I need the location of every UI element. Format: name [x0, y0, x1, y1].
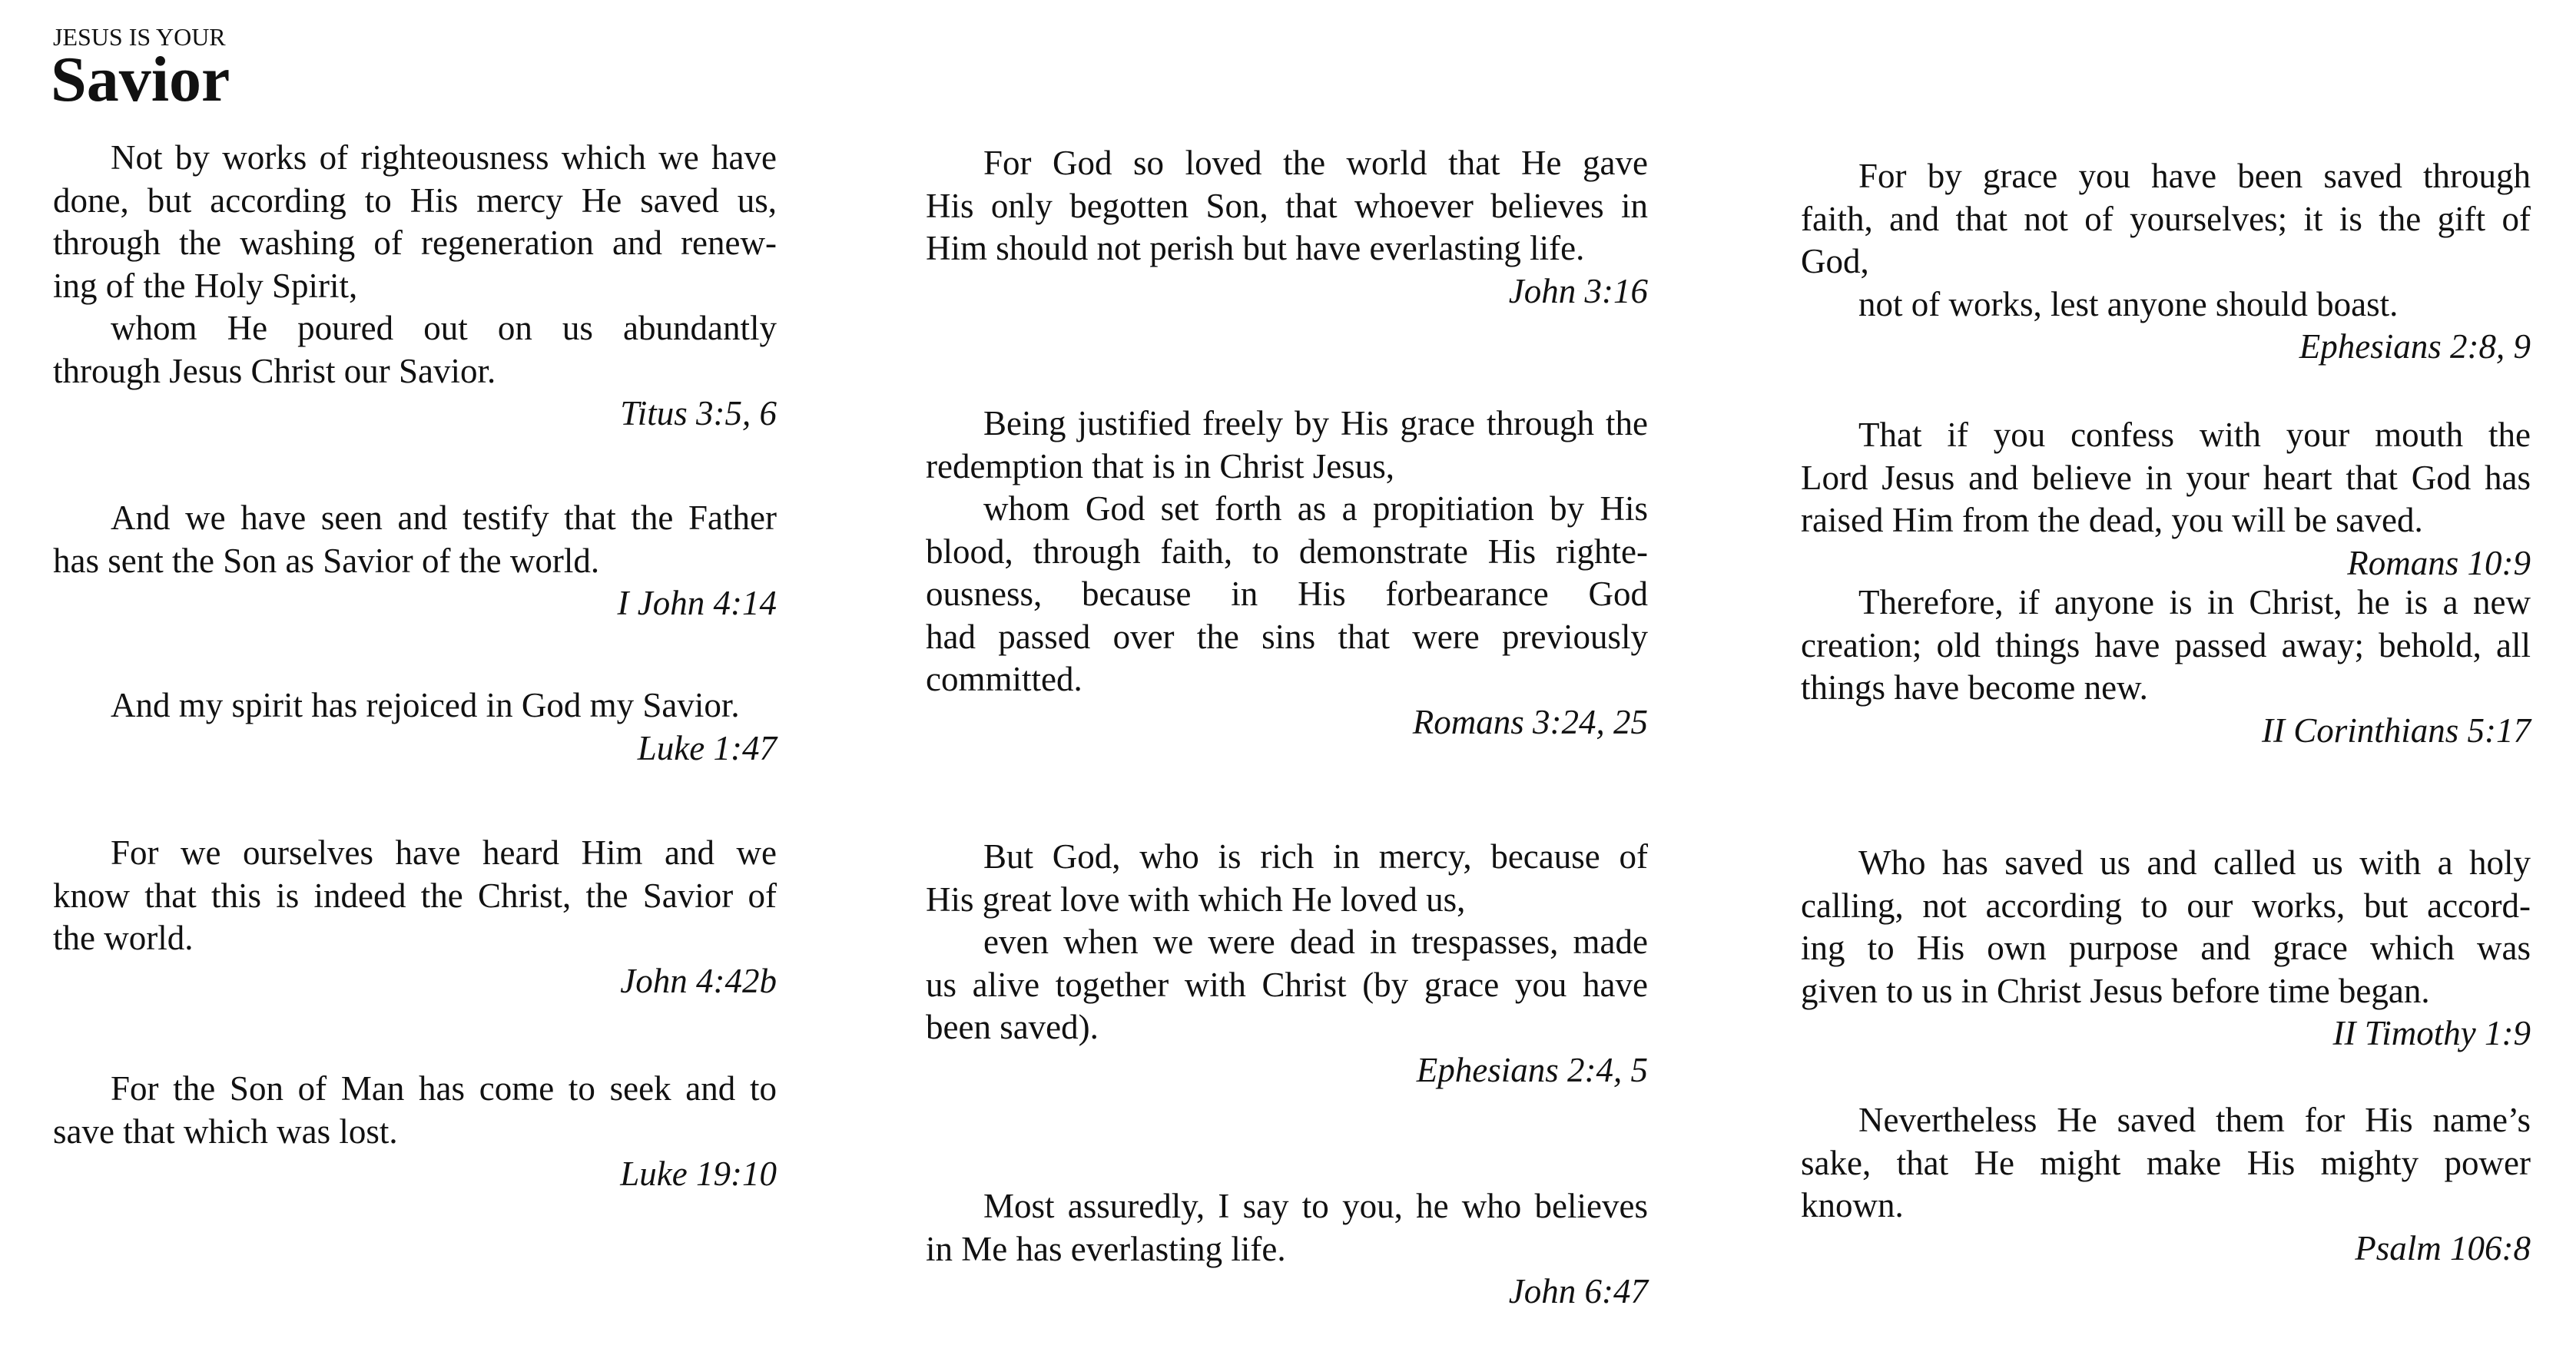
verse-block: [1801, 155, 2531, 369]
verse-line: redemption that is in Christ Jesus,: [926, 446, 1394, 485]
verse-block: [1801, 842, 2531, 1055]
verse-block: [926, 142, 1648, 313]
verse-line: sake, that He might make His mighty power: [1801, 1143, 2531, 1182]
verse-reference: Ephesians 2:8, 9: [2299, 327, 2531, 366]
verse-line: His great love with which He loved us,: [926, 880, 1466, 919]
verse-line: For by grace you have been saved through: [1858, 157, 2531, 195]
verse-line: us alive together with Christ (by grace you have: [926, 965, 1648, 1004]
verse-line: creation; old things have passed away; behold, all: [1801, 625, 2531, 664]
verse-line: Who has saved us and called us with a holy: [1858, 843, 2531, 882]
verse-line: Not by works of righteousness which we have: [111, 138, 777, 177]
verse-reference: Romans 10:9: [2347, 543, 2531, 582]
verse-line: been saved).: [926, 1008, 1099, 1046]
verse-line: raised Him from the dead, you will be saved.: [1801, 501, 2423, 539]
verse-line: And we have seen and testify that the Father: [111, 499, 777, 537]
verse-line: in Me has everlasting life.: [926, 1229, 1286, 1268]
verse-block: [1801, 1099, 2531, 1270]
verse-line: whom He poured out on us abundantly: [111, 309, 777, 347]
verse-reference: Titus 3:5, 6: [620, 394, 777, 432]
verse-line: ousness, because in His forbearance God: [926, 575, 1648, 613]
verse-reference: Ephesians 2:4, 5: [1416, 1050, 1648, 1089]
verse-line: For the Son of Man has come to seek and to: [111, 1069, 777, 1108]
verse-line: the world.: [53, 919, 194, 957]
verse-line: And my spirit has rejoiced in God my Savior.: [111, 686, 740, 724]
verse-block: [53, 137, 777, 436]
page-title: Savior: [51, 44, 230, 115]
verse-line: Him should not perish but have everlasting life.: [926, 229, 1585, 267]
verse-line: not of works, lest anyone should boast.: [1858, 284, 2399, 323]
verse-line: had passed over the sins that were previously: [926, 617, 1648, 656]
verse-reference: Luke 1:47: [637, 728, 777, 767]
verse-line: faith, and that not of yourselves; it is the gift of: [1801, 199, 2531, 238]
verse-line: through the washing of regeneration and renew-: [53, 224, 777, 262]
verse-line: things have become new.: [1801, 668, 2148, 707]
verse-reference: Psalm 106:8: [2355, 1228, 2531, 1267]
verse-line: His only begotten Son, that whoever believes in: [926, 186, 1648, 225]
verse-line: For we ourselves have heard Him and we: [111, 833, 777, 872]
verse-line: For God so loved the world that He gave: [983, 144, 1648, 182]
verse-line: blood, through faith, to demonstrate His righte-: [926, 532, 1648, 571]
verse-line: calling, not according to our works, but accord-: [1801, 886, 2531, 925]
verse-block: [53, 684, 777, 770]
verse-reference: John 3:16: [1508, 271, 1648, 310]
verse-reference: II Corinthians 5:17: [2261, 711, 2531, 750]
verse-reference: I John 4:14: [617, 584, 777, 622]
verse-line: through Jesus Christ our Savior.: [53, 351, 496, 390]
verse-line: Being justified freely by His grace through the: [983, 404, 1648, 442]
header-kicker: JESUS IS YOUR: [53, 23, 226, 51]
verse-reference: Luke 19:10: [620, 1155, 777, 1193]
verse-line: save that which was lost.: [53, 1112, 398, 1151]
verse-line: God,: [1801, 242, 1869, 280]
verse-line: Lord Jesus and believe in your heart that God has: [1801, 458, 2531, 497]
verse-reference: John 4:42b: [620, 961, 777, 1000]
verse-line: That if you confess with your mouth the: [1858, 416, 2531, 454]
verse-block: [53, 497, 777, 625]
verse-line: whom God set forth as a propitiation by His: [983, 489, 1648, 528]
verse-line: done, but according to His mercy He saved us,: [53, 181, 777, 220]
verse-line: even when we were dead in trespasses, made: [983, 923, 1648, 961]
verse-line: Therefore, if anyone is in Christ, he is a new: [1858, 583, 2531, 621]
verse-line: Nevertheless He saved them for His name’s: [1858, 1101, 2531, 1139]
verse-reference: II Timothy 1:9: [2332, 1014, 2531, 1052]
verse-block: [1801, 581, 2531, 752]
verse-line: know that this is indeed the Christ, the Savior of: [53, 876, 777, 915]
verse-block: [926, 1185, 1648, 1314]
verse-line: given to us in Christ Jesus before time began.: [1801, 971, 2430, 1010]
verse-reference: John 6:47: [1508, 1272, 1648, 1310]
verse-line: has sent the Son as Savior of the world.: [53, 541, 600, 580]
verse-line: known.: [1801, 1186, 1904, 1224]
verse-reference: Romans 3:24, 25: [1412, 702, 1648, 741]
verse-line: committed.: [926, 660, 1082, 698]
verse-line: ing of the Holy Spirit,: [53, 266, 358, 305]
verse-block: [1801, 414, 2531, 585]
verse-line: But God, who is rich in mercy, because of: [983, 837, 1648, 876]
verse-block: [926, 403, 1648, 744]
verse-line: ing to His own purpose and grace which was: [1801, 929, 2531, 967]
verse-block: [53, 832, 777, 1002]
verse-block: [53, 1068, 777, 1196]
verse-line: Most assuredly, I say to you, he who believes: [983, 1187, 1648, 1225]
verse-block: [926, 836, 1648, 1092]
